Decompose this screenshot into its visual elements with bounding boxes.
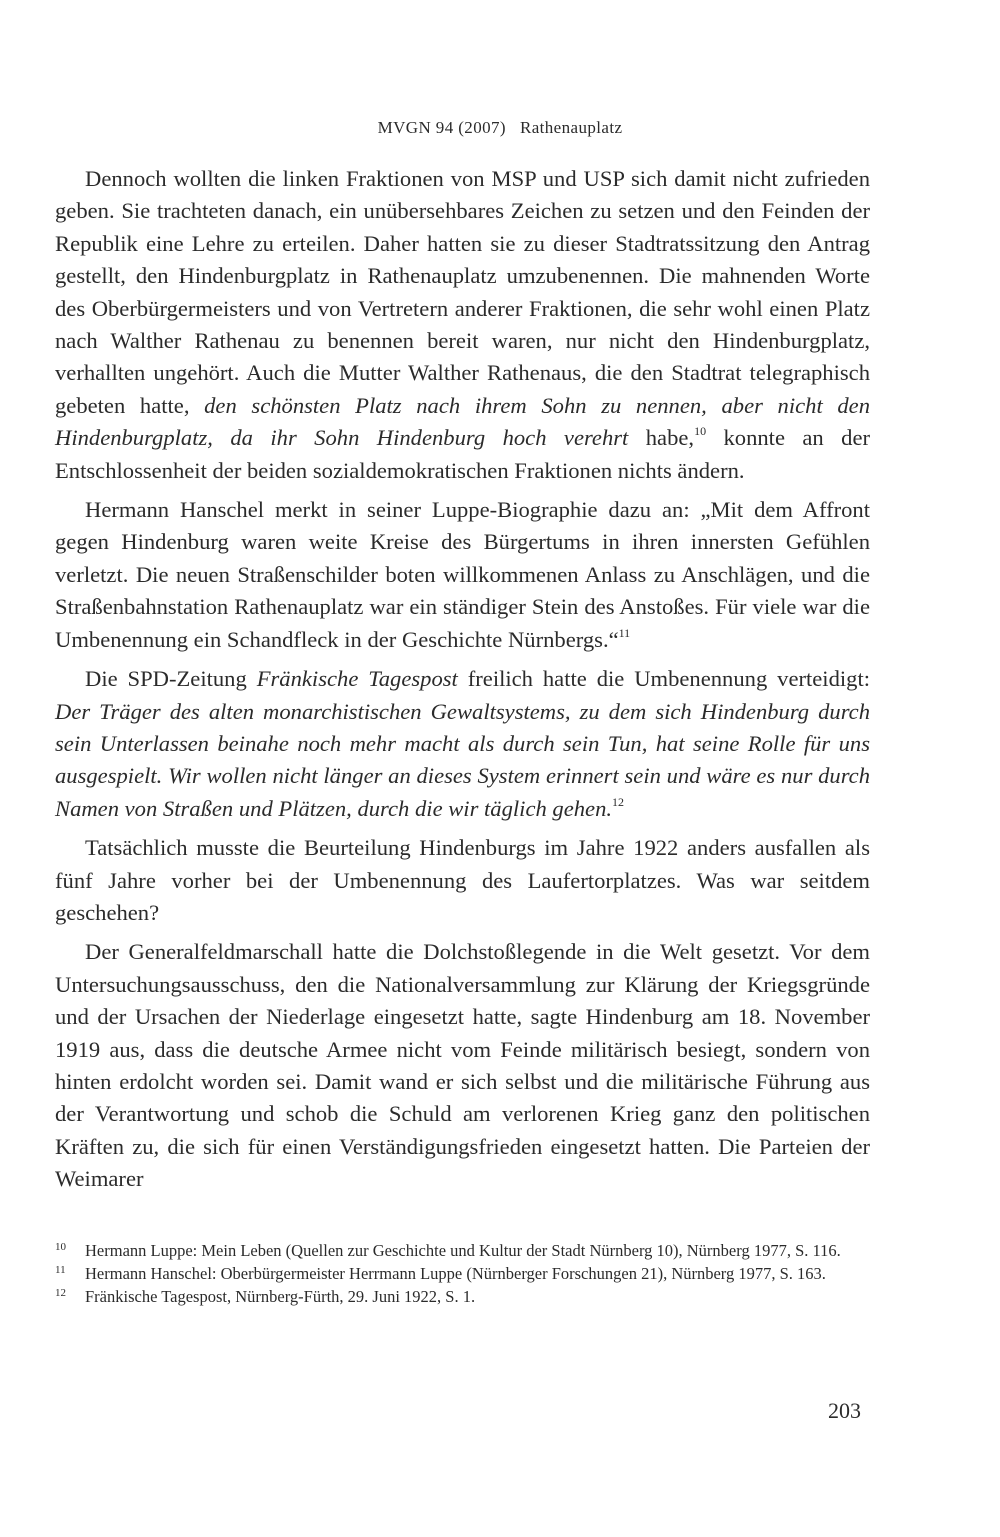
paragraph (55, 163, 870, 487)
running-title: Rathenauplatz (519, 118, 623, 137)
italic-quote: Fränkische Tagespost (256, 666, 458, 692)
paragraph (55, 494, 870, 656)
italic-quote: den schönsten Platz nach ihrem Sohn zu nennen, aber nicht den Hindenburgplatz, da ihr Sohn Hindenburg hoch verehrt (55, 392, 870, 451)
italic-quote: Der Träger des alten monarchistischen Gewaltsystems, zu dem sich Hindenburg durch sein Unterlassen beinahe noch mehr macht als durch sein Tun, hat seine Rolle für uns ausgespielt. Wir wollen nicht länger an dieses System erinnert sein und wäre es nur durch Namen von Straßen und Plätzen, durch die wir täglich gehen. (55, 698, 870, 821)
running-header (0, 118, 1000, 138)
footnote-text: Fränkische Tagespost, Nürnberg-Fürth, 29. Juni 1922, S. 1. (85, 1287, 476, 1306)
journal-citation: MVGN 94 (2007) (377, 118, 506, 137)
text-run: Dennoch wollten die linken Fraktionen von MSP und USP sich damit nicht zufrieden geben. Sie trachteten danach, ein unübersehbares Zeichen zu setzen und den Feinden der Republik eine Lehre zu erteilen. Daher hatten sie zu dieser Stadtratssitzung den Antrag gestellt, den Hindenburgplatz in Rathenauplatz umzubenennen. Die mahnenden Worte des Oberbürgermeisters und von Vertretern anderer Fraktionen, die sehr wohl einen Platz nach Walther Rathenau zu benennen bereit waren, nur nicht den Hindenburgplatz, verhallten ungehört. Auch die Mutter Walther Rathenaus, die den Stadtrat telegraphisch gebeten hatte, (55, 166, 870, 418)
footnote-number: 10 (55, 1241, 66, 1253)
footnote-text: Hermann Luppe: Mein Leben (Quellen zur Geschichte und Kultur der Stadt Nürnberg 10), Nürnberg 1977, S. 116. (85, 1241, 841, 1260)
text-run: Die SPD-Zeitung (85, 666, 257, 692)
text-run: Der Generalfeldmarschall hatte die Dolchstoßlegende in die Welt gesetzt. Vor dem Untersuchungsausschuss, den die Nationalversammlung zur Klärung der Kriegsgründe und der Ursachen der Niederlage eingesetzt hatte, sagte Hindenburg am 18. November 1919 aus, dass die deutsche Armee nicht vom Feinde militärisch besiegt, sondern von hinten erdolcht worden sei. Damit wand er sich selbst und die militärische Führung aus der Verantwortung und schob die Schuld am verlorenen Krieg ganz den politischen Kräften zu, die sich für einen Verständigungsfrieden eingesetzt hatten. Die Parteien der Weimarer (55, 939, 870, 1192)
footnote-text: Hermann Hanschel: Oberbürgermeister Herrmann Luppe (Nürnberger Forschungen 21), Nürnberg 1977, S. 163. (85, 1264, 826, 1283)
footnote (55, 1263, 870, 1285)
text-run: Tatsächlich musste die Beurteilung Hindenburgs im Jahre 1922 anders ausfallen als fünf Jahre vorher bei der Umbenennung des Laufertorplatzes. Was war seitdem geschehen? (55, 835, 870, 925)
text-run: freilich hatte die Umbenennung verteidigt: (457, 666, 871, 692)
footnote (55, 1240, 870, 1262)
text-run: konnte an der Entschlossenheit der beiden sozialdemokratischen Fraktionen nichts ändern. (55, 425, 870, 483)
page-number: 203 (828, 1398, 861, 1423)
footnote-reference: 10 (694, 424, 707, 439)
text-run: Hermann Hanschel merkt in seiner Luppe-Biographie dazu an: „Mit dem Affront gegen Hindenburg waren weite Kreise des Bürgertums in ihren innersten Gefühlen verletzt. Die neuen Straßenschilder boten willkommenen Anlass zu Anschlägen, und die Straßenbahnstation Rathenauplatz war ein ständiger Stein des Anstoßes. Für viele war die Umbenennung ein Schandfleck in der Geschichte Nürnbergs.“ (55, 497, 870, 652)
footnote-reference: 12 (612, 794, 625, 809)
text-run: habe, (628, 425, 695, 451)
footnote-number: 11 (55, 1264, 66, 1276)
footnotes (55, 1240, 870, 1309)
main-text (55, 163, 870, 1203)
footnote-number: 12 (55, 1287, 66, 1299)
paragraph (55, 832, 870, 929)
paragraph (55, 936, 870, 1195)
footnote (55, 1286, 870, 1308)
paragraph (55, 663, 870, 825)
footnote-reference: 11 (618, 625, 631, 640)
